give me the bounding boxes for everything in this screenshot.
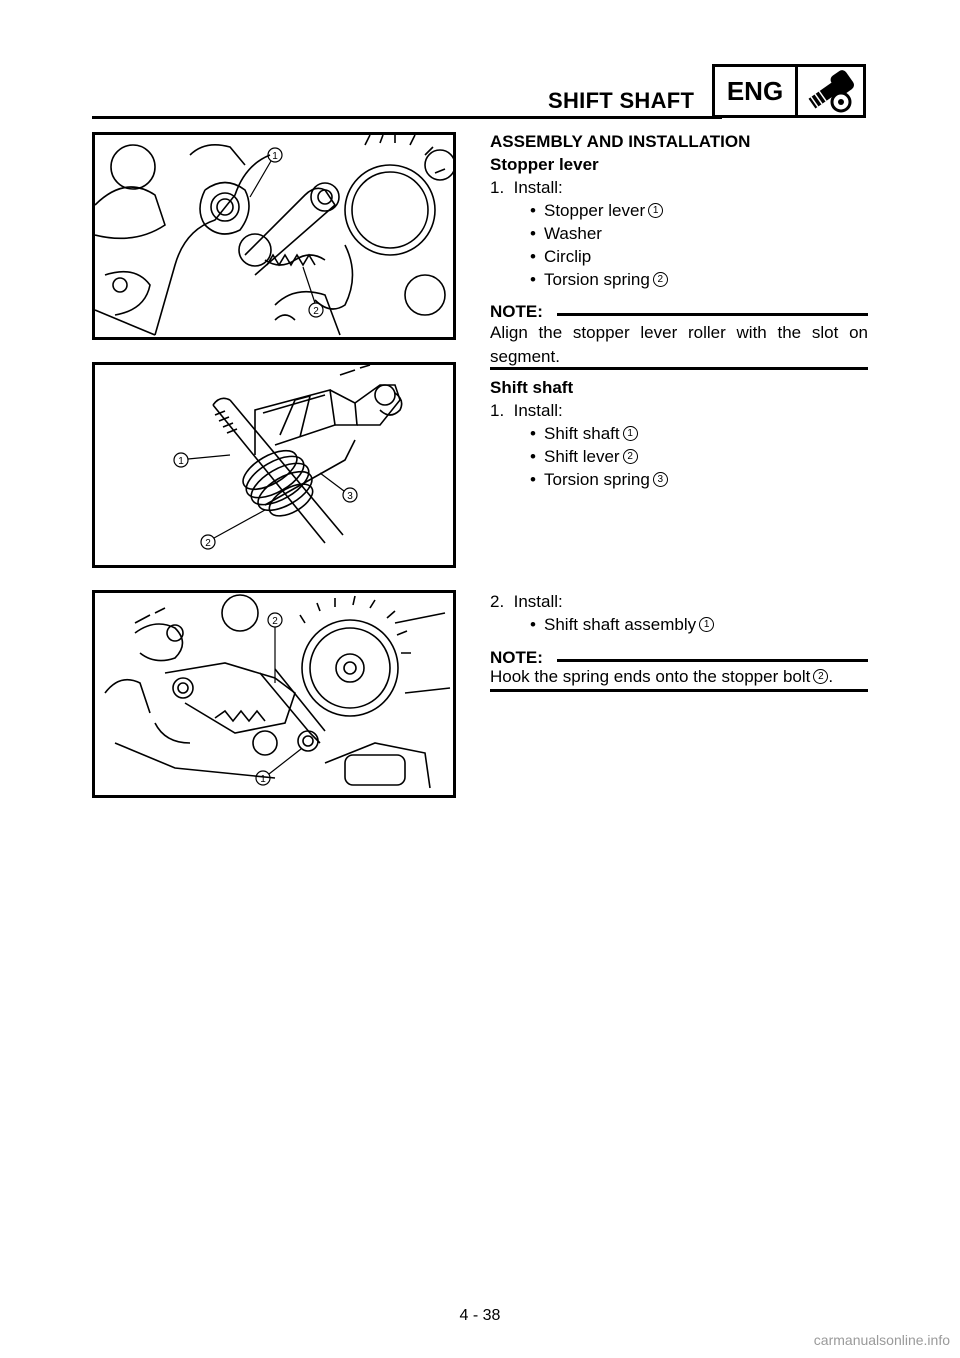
item-text: Shift lever (544, 447, 620, 466)
figure-shift-shaft (92, 362, 456, 568)
list-item (544, 222, 602, 245)
step-install: 1. Install: (490, 178, 563, 197)
watermark: carmanualsonline.info (813, 1332, 950, 1348)
list-item (544, 245, 591, 268)
callout-number: 2 (813, 669, 828, 684)
list-item (544, 268, 668, 291)
list-item (544, 422, 638, 445)
note-rule-top (557, 313, 868, 316)
callout-number: 2 (653, 272, 668, 287)
section-label: ENG (715, 67, 798, 115)
note-label: NOTE: (490, 302, 543, 321)
list-item (544, 445, 638, 468)
item-text: Stopper lever (544, 201, 646, 220)
note-label: NOTE: (490, 648, 543, 667)
fig3-callout-2: 2 (272, 616, 278, 627)
fig3-callout-1: 1 (260, 774, 266, 785)
step-install: 1. Install: (490, 401, 563, 420)
step-install-2: 2. Install: (490, 592, 563, 611)
fig2-callout-1: 1 (178, 456, 184, 467)
item-text: Torsion spring (544, 470, 650, 489)
fig2-callout-2: 2 (205, 538, 211, 549)
subheading-stopper-lever: Stopper lever (490, 155, 599, 174)
note-rule-bottom (490, 367, 868, 370)
figure-shift-shaft-assembly (92, 590, 456, 798)
header-rule (92, 116, 722, 119)
fig1-callout-2: 2 (313, 306, 319, 317)
note-text-main: Hook the spring ends onto the stopper bolt (490, 667, 811, 686)
wrench-bolt-icon (798, 67, 863, 115)
note-rule-top (557, 659, 868, 662)
callout-number: 1 (699, 617, 714, 632)
item-text: Circlip (544, 247, 592, 266)
callout-number: 2 (623, 449, 638, 464)
subheading-shift-shaft: Shift shaft (490, 378, 574, 397)
section-tab (712, 64, 866, 118)
note-text: Align the stopper lever roller with the slot on segment. (490, 323, 868, 366)
item-text: Torsion spring (544, 270, 650, 289)
section-heading: ASSEMBLY AND INSTALLATION (490, 132, 751, 151)
list-item (544, 613, 714, 636)
item-text: Shift shaft (544, 424, 620, 443)
item-text: Shift shaft assembly (544, 615, 697, 634)
item-text: Washer (544, 224, 602, 243)
list-item (544, 468, 668, 491)
note-rule-bottom (490, 689, 868, 692)
fig2-callout-3: 3 (347, 491, 353, 502)
callout-number: 3 (653, 472, 668, 487)
page-number: 4 - 38 (459, 1307, 501, 1324)
page-title: SHIFT SHAFT (548, 88, 695, 113)
fig1-callout-1: 1 (272, 151, 278, 162)
callout-number: 1 (623, 426, 638, 441)
note-text (490, 665, 868, 689)
note-text-end: . (828, 667, 834, 686)
figure-stopper-lever (92, 132, 456, 340)
callout-number: 1 (648, 203, 663, 218)
list-item (544, 199, 663, 222)
